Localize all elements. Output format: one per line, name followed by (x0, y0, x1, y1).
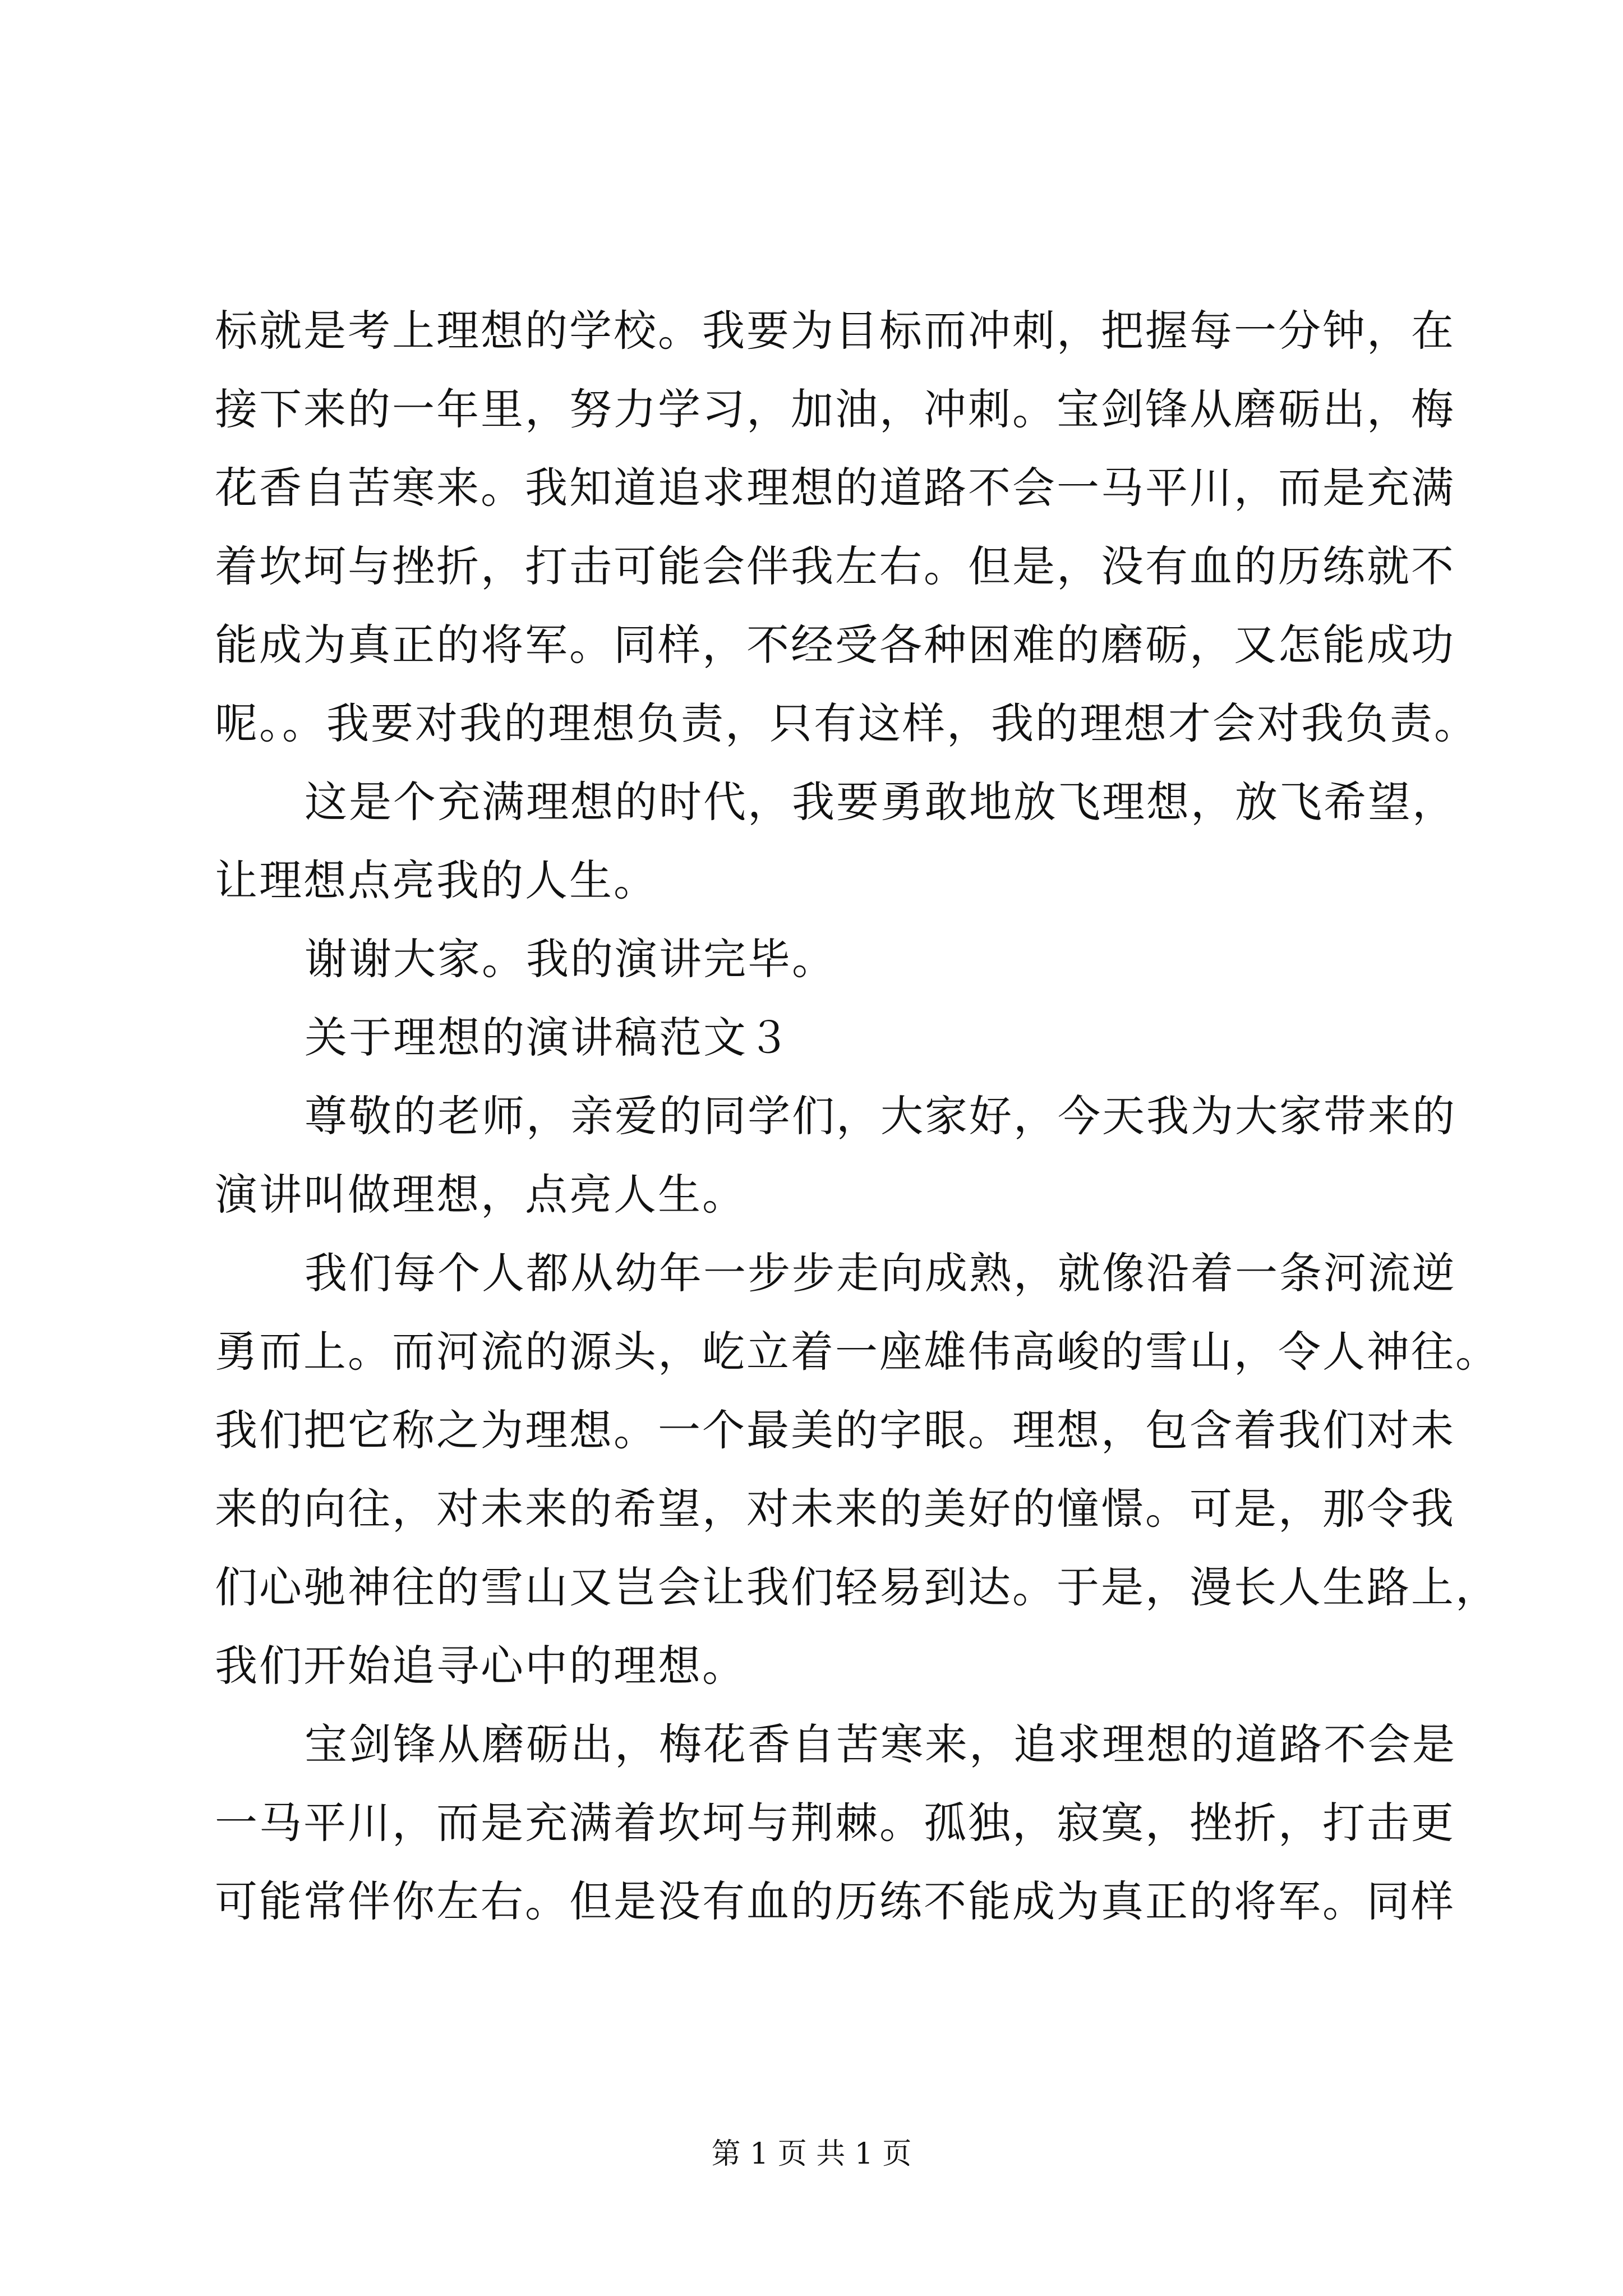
text-line: 可能常伴你左右。但是没有血的历练不能成为真正的将军。同样 (215, 1876, 1455, 1926)
text-line: 接下来的一年里，努力学习，加油，冲刺。宝剑锋从磨砺出，梅 (215, 384, 1455, 434)
paragraph-first-line: 这是个充满理想的时代，我要勇敢地放飞理想，放飞希望， (305, 777, 1456, 827)
text-line: 着坎坷与挫折，打击可能会伴我左右。但是，没有血的历练就不 (215, 541, 1455, 591)
text-line: 能成为真正的将军。同样，不经受各种困难的磨砺，又怎能成功 (215, 620, 1455, 670)
document-body (215, 292, 1500, 1941)
text-line: 让理想点亮我的人生。 (215, 855, 658, 905)
text-line: 标就是考上理想的学校。我要为目标而冲刺，把握每一分钟，在 (215, 306, 1455, 356)
section-heading: 关于理想的演讲稿范文３ (305, 1013, 792, 1062)
paragraph-first-line: 谢谢大家。我的演讲完毕。 (305, 934, 836, 984)
paragraph-first-line: 宝剑锋从磨砺出，梅花香自苦寒来，追求理想的道路不会是 (305, 1719, 1456, 1769)
page-footer (0, 2132, 1623, 2177)
text-line: 勇而上。而河流的源头，屹立着一座雄伟高峻的雪山，令人神往。 (215, 1327, 1500, 1377)
page-number-label: 第 1 页 共 1 页 (711, 2137, 912, 2171)
text-line: 呢。。我要对我的理想负责，只有这样，我的理想才会对我负责。 (215, 698, 1478, 748)
text-line: 们心驰神往的雪山又岂会让我们轻易到达。于是，漫长人生路上， (215, 1562, 1500, 1612)
text-line: 我们开始追寻心中的理想。 (215, 1641, 746, 1691)
text-line: 花香自苦寒来。我知道追求理想的道路不会一马平川，而是充满 (215, 463, 1455, 513)
paragraph-first-line: 尊敬的老师，亲爱的同学们，大家好，今天我为大家带来的 (305, 1091, 1456, 1141)
text-line: 演讲叫做理想，点亮人生。 (215, 1170, 746, 1220)
paragraph-first-line: 我们每个人都从幼年一步步走向成熟，就像沿着一条河流逆 (305, 1248, 1456, 1298)
text-line: 我们把它称之为理想。一个最美的字眼。理想，包含着我们对未 (215, 1405, 1455, 1455)
text-line: 来的向往，对未来的希望，对未来的美好的憧憬。可是，那令我 (215, 1484, 1455, 1534)
text-line: 一马平川，而是充满着坎坷与荆棘。孤独，寂寞，挫折，打击更 (215, 1798, 1455, 1848)
